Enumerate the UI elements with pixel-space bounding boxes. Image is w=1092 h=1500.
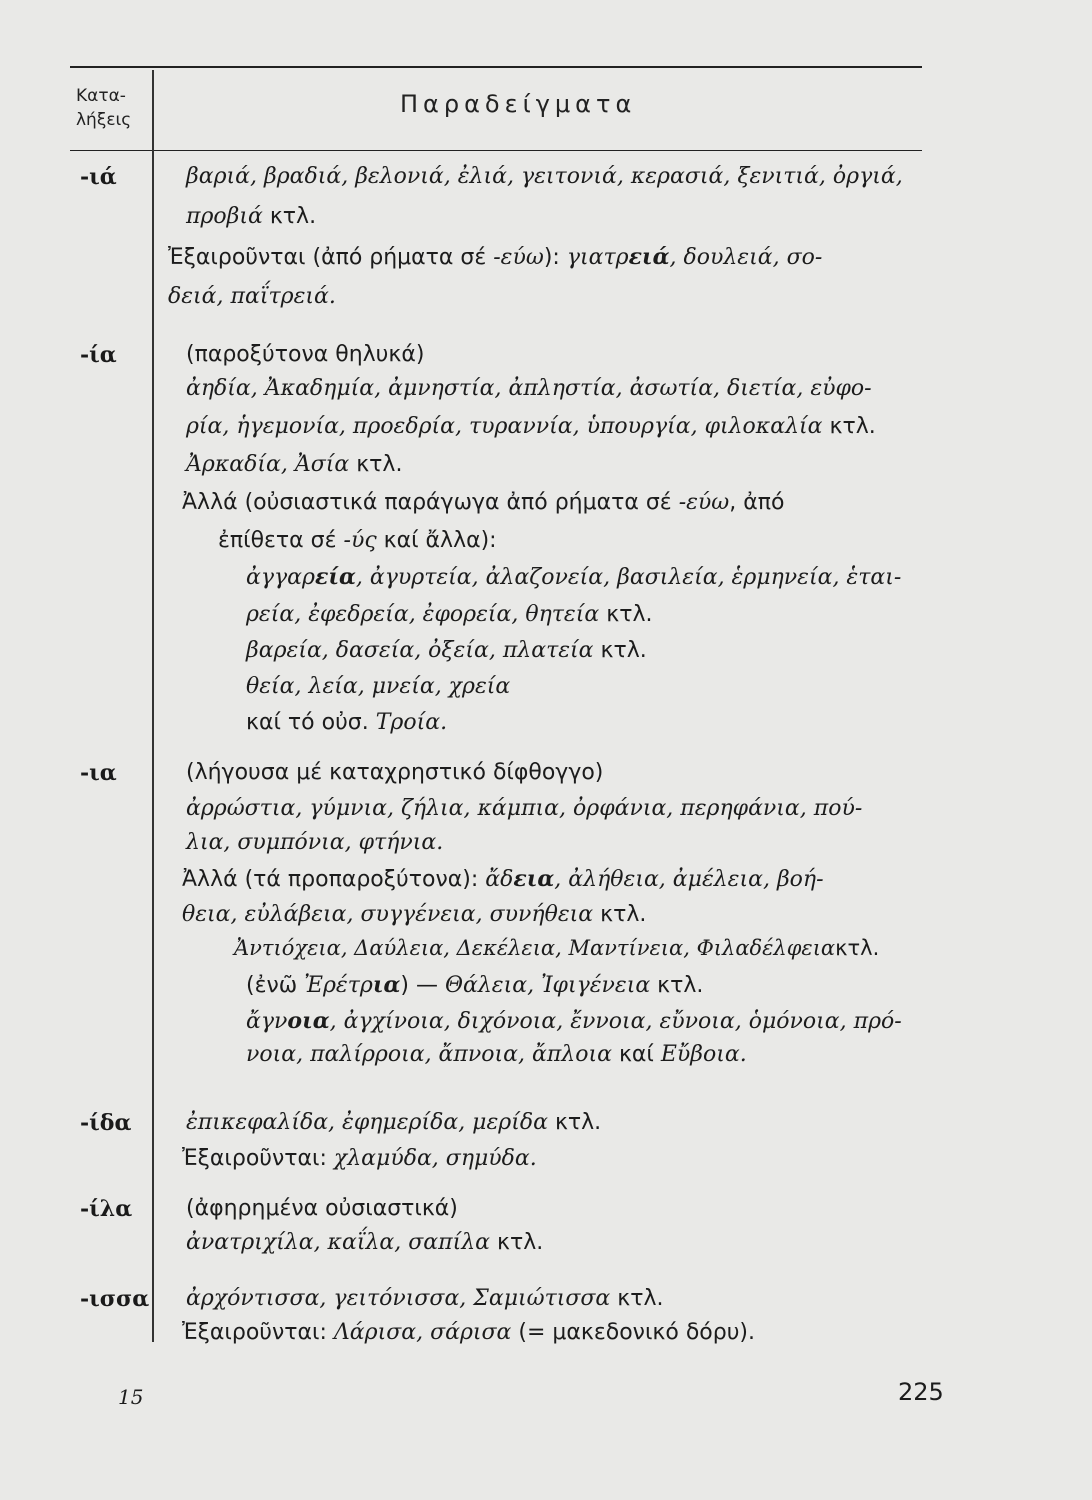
example-words: χλαμύδα, σημύδα. <box>333 1146 537 1171</box>
ending-ia-acute: -ία <box>80 342 117 368</box>
abbr-ktl: κτλ. <box>349 452 403 477</box>
adjective-ending: -ύς <box>343 528 377 553</box>
example-line <box>246 710 447 735</box>
example-line: βαριά, βραδιά, βελονιά, ἐλιά, γειτονιά, κερασιά, ξενιτιά, ὀργιά, <box>186 164 903 189</box>
abbr-ktl: κτλ. <box>822 414 876 439</box>
abbr-ktl: κτλ. <box>593 902 647 927</box>
note-text: καί τό οὐσ. <box>246 710 376 735</box>
category-note: (παροξύτονα θηλυκά) <box>186 342 425 367</box>
example-word-stem: γιατρ <box>566 245 629 270</box>
example-word-stem: Ἐρέτρ <box>304 973 373 998</box>
example-words: προβιά <box>186 204 263 229</box>
example-line: ἀρρώστια, γύμνια, ζήλια, κάμπια, ὀρφάνια, περηφάνια, πού- <box>186 796 863 821</box>
example-words: Τροία. <box>375 710 448 735</box>
example-line <box>182 1146 537 1171</box>
example-words: Εὔβοια. <box>660 1042 747 1067</box>
example-word-stem: ἀγγαρ <box>246 565 315 590</box>
example-words: θεια, εὐλάβεια, συγγένεια, συνήθεια <box>182 902 594 927</box>
column-header-endings-line2: λήξεις <box>76 110 132 130</box>
example-word-ending: οια <box>287 1008 330 1034</box>
punctuation: ) — <box>400 973 445 998</box>
example-words: ἀρχόντισσα, γειτόνισσα, Σαμιώτισσα <box>186 1286 611 1311</box>
example-words: Θάλεια, Ἰφιγένεια <box>444 973 651 998</box>
abbr-ktl: κτλ. <box>599 602 653 627</box>
verb-ending: -εύω <box>678 490 730 515</box>
example-words: ἀνατριχίλα, καΐλα, σαπίλα <box>186 1230 491 1255</box>
example-words: , δουλειά, σο- <box>669 245 823 270</box>
signature-mark: 15 <box>118 1385 144 1409</box>
example-word-stem: ἄγν <box>246 1009 288 1034</box>
category-note: (λήγουσα μέ καταχρηστικό δίφθογγο) <box>186 760 604 785</box>
example-line <box>234 936 879 960</box>
exception-label: Ἀλλά (τά προπαροξύτονα): <box>182 867 486 892</box>
punctuation: ): <box>543 245 567 270</box>
abbr-ktl: κτλ. <box>490 1230 544 1255</box>
example-line <box>186 452 402 477</box>
example-word-ending: εία <box>314 564 356 590</box>
example-line <box>218 528 497 553</box>
example-line <box>246 972 703 998</box>
ending-ila: -ίλα <box>80 1196 133 1222</box>
example-words: , ἀλήθεια, ἀμέλεια, βοή- <box>554 867 824 892</box>
conjunction: καί <box>611 1042 661 1067</box>
abbr-ktl: κτλ. <box>593 638 647 663</box>
example-line <box>246 602 652 627</box>
exception-label: Ἐξαιροῦνται: <box>182 1320 334 1345</box>
gloss-note: (= μακεδονικό δόρυ). <box>511 1320 756 1345</box>
example-word-ending: εια <box>513 866 555 892</box>
table-column-divider <box>152 70 154 1342</box>
example-line <box>182 490 784 515</box>
example-words: ρία, ἡγεμονία, προεδρία, τυραννία, ὑπουργία, φιλοκαλία <box>186 414 823 439</box>
example-line: δειά, παΐτρειά. <box>168 284 336 309</box>
example-line <box>246 1008 902 1034</box>
exception-label: Ἐξαιροῦνται (ἀπό ρήματα σέ <box>168 245 494 270</box>
exception-label: Ἀλλά (οὐσιαστικά παράγωγα ἀπό ρήματα σέ <box>182 490 679 515</box>
example-words: , ἀγυρτεία, ἀλαζονεία, βασιλεία, ἑρμηνεία, ἑται- <box>355 565 902 590</box>
example-words: Ἀρκαδία, Ἀσία <box>186 452 350 477</box>
ending-issa: -ισσα <box>80 1286 150 1312</box>
exception-label: Ἐξαιροῦνται: <box>182 1146 334 1171</box>
exception-label: ἐπίθετα σέ <box>218 528 344 553</box>
example-words: Λάρισα, σάρισα <box>333 1320 512 1345</box>
note-text: (ἐνῶ <box>246 973 305 998</box>
example-words: ρεία, ἐφεδρεία, ἐφορεία, θητεία <box>246 602 600 627</box>
example-line <box>182 902 646 927</box>
column-header-endings-line1: Κατα- <box>76 86 126 106</box>
example-line <box>186 204 316 229</box>
example-word-stem: ἄδ <box>485 867 514 892</box>
example-words: ἐπικεφαλίδα, ἐφημερίδα, μερίδα <box>186 1110 548 1135</box>
example-words: , ἀγχίνοια, διχόνοια, ἔννοια, εὔνοια, ὁμόνοια, πρό- <box>329 1009 902 1034</box>
page-number: 225 <box>898 1378 944 1406</box>
ending-ia-stressed: -ιά <box>80 164 117 190</box>
example-word-ending: ια <box>372 972 401 998</box>
example-line <box>186 1230 543 1255</box>
ending-ia-unstressed: -ια <box>80 760 117 786</box>
ending-ida: -ίδα <box>80 1110 132 1136</box>
column-header-examples: Παραδείγματα <box>400 90 637 118</box>
abbr-ktl: κτλ. <box>262 204 317 229</box>
column-header-endings <box>76 84 152 132</box>
example-line <box>186 1286 663 1311</box>
abbr-ktl: κτλ. <box>610 1286 664 1311</box>
example-line: λια, συμπόνια, φτήνια. <box>186 830 444 855</box>
example-word-ending: ειά <box>628 244 670 270</box>
example-line <box>168 244 822 270</box>
example-words: Ἀντιόχεια, Δαύλεια, Δεκέλεια, Μαντίνεια, Φιλαδέλφεια <box>234 936 836 960</box>
abbr-ktl: κτλ. <box>835 936 880 960</box>
example-line <box>246 564 901 590</box>
verb-ending: -εύω <box>493 245 544 270</box>
example-line <box>182 1320 755 1345</box>
table-top-rule <box>70 66 922 68</box>
example-line <box>186 1110 601 1135</box>
example-line <box>186 414 876 439</box>
example-line: ἀηδία, Ἀκαδημία, ἀμνηστία, ἀπληστία, ἀσωτία, διετία, εὐφο- <box>186 376 872 401</box>
example-line <box>246 1042 747 1067</box>
example-words: νοια, παλίρροια, ἄπνοια, ἄπλοια <box>246 1042 612 1067</box>
example-line <box>246 638 647 663</box>
category-note: (ἀφηρημένα οὐσιαστικά) <box>186 1196 458 1221</box>
example-words: βαρεία, δασεία, ὀξεία, πλατεία <box>246 638 594 663</box>
abbr-ktl: κτλ. <box>650 973 704 998</box>
punctuation: , ἀπό <box>729 490 785 515</box>
example-line <box>182 866 824 892</box>
example-line: θεία, λεία, μνεία, χρεία <box>246 674 511 699</box>
abbr-ktl: κτλ. <box>547 1110 602 1135</box>
punctuation: καί ἄλλα): <box>376 528 497 553</box>
table-header-rule <box>70 150 922 151</box>
